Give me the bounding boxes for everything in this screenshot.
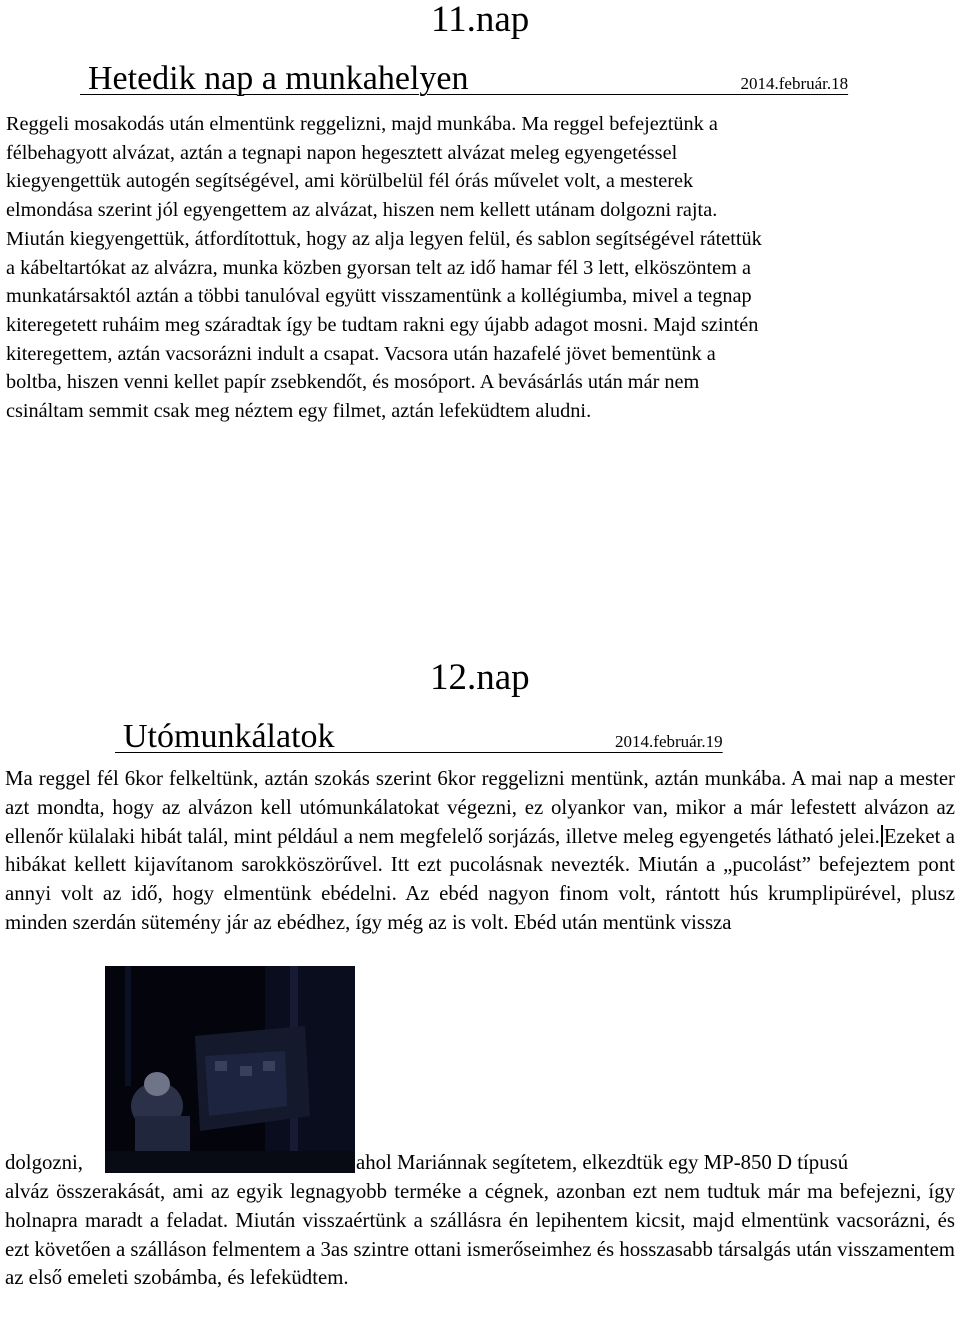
day11-line: félbehagyott alvázat, aztán a tegnapi napon hegesztett alvázat meleg egyengetéssel [6,141,678,164]
day12-photo-line-start: dolgozni, [5,1151,83,1174]
day11-date: 2014.február.18 [740,74,849,93]
day12-text: Ezeket a hibákat kellett kijavítanom sarokköszörűvel. Itt ezt pucolásnak nevezték. Miután a „pucolást” befejeztem pont annyi volt az idő, hogy elmentünk ebédelni. Az ebéd nagyon finom volt, rántott hús krumplipürével, plusz minden szerdán sütemény jár az ebédhez, így még az is volt. Ebéd után mentünk vissza [5,824,955,934]
day11-line: kiteregettem, aztán vacsorázni indult a csapat. Vacsora után hazafelé jövet bementünk a [6,342,716,365]
day11-line: kiteregetett ruháim meg száradtak így be tudtam rakni egy újabb adagot mosni. Majd szintén [6,313,759,336]
day12-photo-line-end: ahol Mariánnak segítetem, elkezdtük egy MP-850 D típusú [356,1151,849,1174]
day12-title-line [115,700,845,756]
day11-number: 11.nap [431,0,530,40]
day11-body [6,110,952,426]
day11-line: a kábeltartókat az alvázra, munka közben gyorsan telt az idő hamar fél 3 lett, elköszöntem a [6,256,752,279]
day11-line: boltba, hiszen venni kellet papír zsebkendőt, és mosóport. A bevásárlás után már nem [6,371,700,394]
day11-line: kiegyengettük autogén segítségével, ami körülbelül fél órás művelet volt, a mesterek [6,170,694,193]
day11-title-line [80,42,882,98]
day12-title: Utómunkálatok [123,718,335,755]
day11-title: Hetedik nap a munkahelyen [88,60,469,97]
text-cursor [881,825,883,847]
workshop-photo [105,966,355,1173]
day11-line: Reggeli mosakodás után elmentünk reggelizni, majd munkába. Ma reggel befejeztünk a [6,113,718,135]
day12-text: Ma reggel fél 6kor felkeltünk, aztán szokás szerint 6kor reggelizni mentünk, aztán munkába. A mai nap a mester azt mondta, hogy az alvázon kell utómunkálatokat végezni, ez olyankor van, mikor a már lefestett alvázon az ellenőr külalaki hibát talál, mint például a nem megfelelő sorjázás, illetve meleg egyengetés látható jelei. [5,767,955,848]
day12-text: alváz összerakását, ami az egyik legnagyobb terméke a cégnek, azonban ezt nem tudtuk már ma befejezni, így holnapra maradt a feladat. Miután visszaértünk a szállásra én lepihentem kicsit, majd elmentünk vacsorázni, és ezt követően a szálláson felmentem a 3as szintre ottani ismerőseimhez és hosszasabb társalgás után visszamentem az első emeleti szobámba, és lefeküdtem. [5,1180,955,1290]
day12-body-top [5,765,955,938]
day11-line: munkatársaktól aztán a többi tanulóval együtt visszamentünk a kollégiumba, mivel a tegnap [6,285,752,308]
day11-line: Miután kiegyengettük, átfordítottuk, hogy az alja legyen felül, és sablon segítségével rátettük [6,227,762,250]
day11-line: csináltam semmit csak meg néztem egy filmet, aztán lefeküdtem aludni. [6,400,592,423]
day12-number: 12.nap [430,657,530,698]
day12-date: 2014.február.19 [615,732,723,751]
day11-line: elmondása szerint jól egyengettem az alvázat, hiszen nem kellett utánam dolgozni rajta. [6,199,718,222]
day12-body-bottom [5,1178,955,1293]
